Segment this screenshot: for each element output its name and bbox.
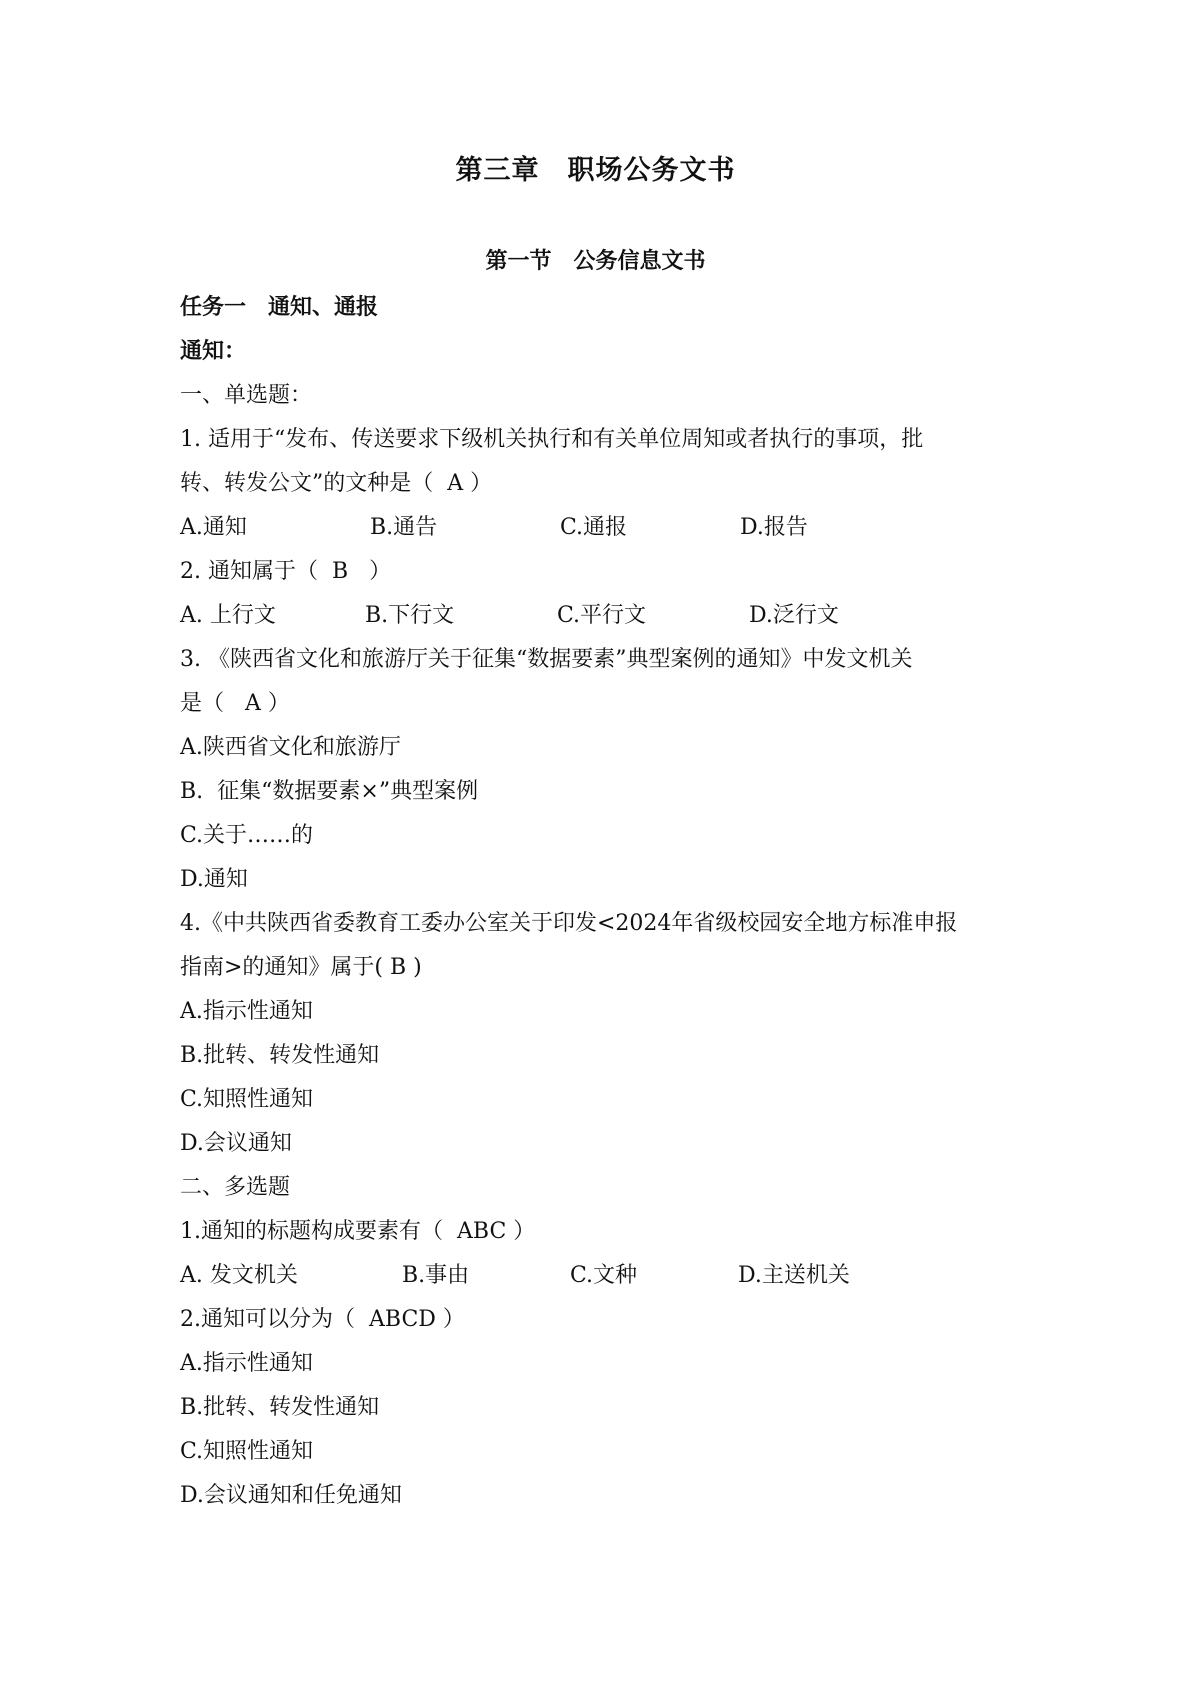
task-title: 任务一 通知、通报	[180, 295, 379, 320]
question-text: 转、转发公文”的文种是（ A ）	[180, 471, 493, 496]
option-c: C.平行文	[557, 603, 647, 628]
option-d: D.会议通知和任免通知	[180, 1483, 402, 1508]
option-d: D.通知	[180, 867, 248, 892]
option-a: A. 发文机关	[180, 1263, 298, 1288]
option-b: B.事由	[402, 1263, 470, 1288]
question-text: 2.通知可以分为（ ABCD ）	[180, 1307, 465, 1332]
option-row	[180, 1254, 1060, 1298]
subject-label: 通知：	[180, 339, 247, 364]
section-title: 第一节 公务信息文书	[485, 249, 706, 274]
question-text: 1. 适用于“发布、传送要求下级机关执行和有关单位周知或者执行的事项，批	[180, 427, 924, 452]
option-c: C.关于……的	[180, 823, 314, 848]
option-b: B. 征集“数据要素×”典型案例	[180, 779, 479, 804]
option-a: A.通知	[180, 515, 247, 540]
option-b: B.下行文	[365, 603, 455, 628]
option-c: C.知照性通知	[180, 1087, 314, 1112]
multi-choice-heading: 二、多选题	[180, 1175, 291, 1200]
single-choice-heading: 一、单选题：	[180, 383, 313, 408]
option-a: A.指示性通知	[180, 999, 313, 1024]
option-row	[180, 506, 1060, 550]
option-d: D.主送机关	[738, 1263, 850, 1288]
option-b: B.通告	[370, 515, 438, 540]
option-row	[180, 594, 1060, 638]
option-c: C.知照性通知	[180, 1439, 314, 1464]
option-d: D.泛行文	[749, 603, 839, 628]
question-text: 4.《中共陕西省委教育工委办公室关于印发<2024年省级校园安全地方标准申报	[180, 911, 958, 936]
question-text: 指南>的通知》属于( B )	[180, 955, 422, 980]
option-b: B.批转、转发性通知	[180, 1043, 380, 1068]
question-text: 1.通知的标题构成要素有（ ABC ）	[180, 1219, 536, 1244]
question-text: 2. 通知属于（ B ）	[180, 559, 392, 584]
option-a: A. 上行文	[180, 603, 276, 628]
chapter-title: 第三章 职场公务文书	[455, 155, 736, 186]
option-d: D.报告	[740, 515, 808, 540]
option-b: B.批转、转发性通知	[180, 1395, 380, 1420]
option-c: C.文种	[570, 1263, 638, 1288]
question-text: 3. 《陕西省文化和旅游厅关于征集“数据要素”典型案例的通知》中发文机关	[180, 647, 913, 672]
option-a: A.指示性通知	[180, 1351, 313, 1376]
option-a: A.陕西省文化和旅游厅	[180, 735, 401, 760]
option-d: D.会议通知	[180, 1131, 292, 1156]
option-c: C.通报	[560, 515, 628, 540]
question-text: 是（ A ）	[180, 691, 290, 716]
document-body	[180, 286, 1060, 1518]
